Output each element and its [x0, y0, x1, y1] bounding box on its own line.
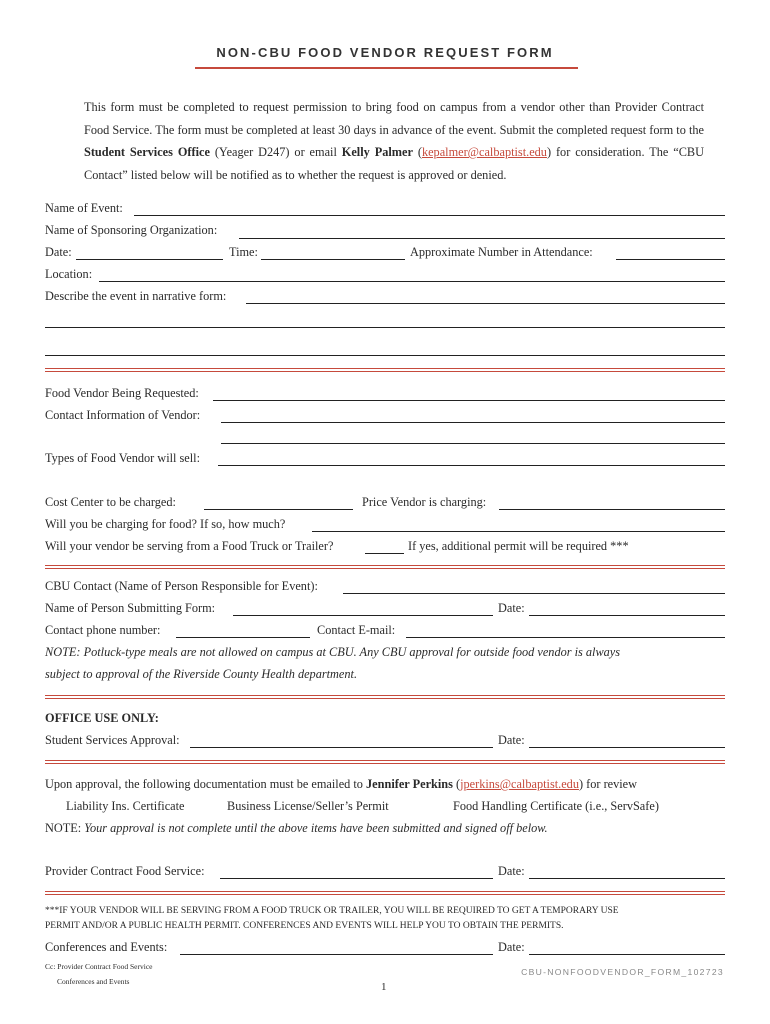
- label-submitter: Name of Person Submitting Form:: [45, 601, 216, 615]
- approval-text-pre: Upon approval, the following documentation must be emailed to: [45, 777, 367, 791]
- cc-provider: Cc: Provider Contract Food Service: [45, 962, 153, 971]
- field-price[interactable]: [499, 509, 725, 510]
- page-number: 1: [381, 981, 387, 993]
- intro-text-1: This form must be completed to request permission to bring food on campus from a vendor other than Provider Contract Food Service. The form must be completed at least 30 days in advance of the event. Submit the completed request form to the: [84, 100, 704, 137]
- field-cbu-contact[interactable]: [343, 593, 725, 594]
- label-cost-center: Cost Center to be charged:: [45, 495, 176, 509]
- field-vendor-contact-1[interactable]: [221, 422, 725, 423]
- approval-documentation-text: [45, 777, 637, 792]
- label-conferences-date: Date:: [498, 940, 525, 954]
- intro-text-3: (: [412, 145, 422, 159]
- field-phone[interactable]: [176, 637, 310, 638]
- cc-conferences: Conferences and Events: [57, 977, 130, 986]
- field-food-truck[interactable]: [365, 553, 404, 554]
- doc-liability: Liability Ins. Certificate: [66, 799, 185, 813]
- field-conferences-date[interactable]: [529, 954, 725, 955]
- form-code: CBU-NONFOODVENDOR_FORM_102723: [521, 967, 724, 977]
- intro-text-2: (Yeager D247) or email: [209, 145, 342, 159]
- field-vendor-contact-2[interactable]: [221, 443, 725, 444]
- field-food-types[interactable]: [218, 465, 725, 466]
- intro-email-link[interactable]: kepalmer@calbaptist.edu: [421, 145, 547, 159]
- field-student-services-approval[interactable]: [190, 747, 493, 748]
- doc-food-handling: Food Handling Certificate (i.e., ServSafe): [453, 799, 659, 813]
- field-cost-center[interactable]: [204, 509, 353, 510]
- field-approval-date[interactable]: [529, 747, 725, 748]
- field-attendance[interactable]: [616, 259, 725, 260]
- field-name-of-event[interactable]: [134, 215, 725, 216]
- label-phone: Contact phone number:: [45, 623, 161, 637]
- field-narrative-3[interactable]: [45, 355, 725, 356]
- label-food-truck: Will your vendor be serving from a Food Truck or Trailer?: [45, 539, 334, 553]
- section-divider: [45, 695, 725, 699]
- label-narrative: Describe the event in narrative form:: [45, 289, 227, 303]
- section-divider: [45, 368, 725, 372]
- approval-name: Jennifer Perkins: [366, 777, 453, 791]
- intro-text-4: ) for consideration. The “CBU Contact” listed below will be notified as to whether the request is approved or denied.: [84, 145, 704, 182]
- field-narrative-2[interactable]: [45, 327, 725, 328]
- section-divider: [45, 891, 725, 895]
- label-submit-date: Date:: [498, 601, 525, 615]
- field-conferences[interactable]: [180, 954, 493, 955]
- label-email: Contact E-mail:: [317, 623, 396, 637]
- label-provider-date: Date:: [498, 864, 525, 878]
- label-vendor-requested: Food Vendor Being Requested:: [45, 386, 199, 400]
- field-time[interactable]: [261, 259, 405, 260]
- potluck-note-line-1: NOTE: Potluck-type meals are not allowed on campus at CBU. Any CBU approval for outside food vendor is always: [45, 645, 621, 659]
- label-time: Time:: [229, 245, 258, 259]
- field-provider-date[interactable]: [529, 878, 725, 879]
- field-date[interactable]: [76, 259, 223, 260]
- label-charging: Will you be charging for food? If so, how much?: [45, 517, 286, 531]
- field-vendor-requested[interactable]: [213, 400, 725, 401]
- label-vendor-contact: Contact Information of Vendor:: [45, 408, 201, 422]
- field-sponsoring-org[interactable]: [239, 238, 725, 239]
- potluck-note-line-2: subject to approval of the Riverside County Health department.: [45, 667, 358, 681]
- intro-paragraph: [84, 96, 704, 186]
- label-location: Location:: [45, 267, 93, 281]
- approval-note: [45, 821, 548, 836]
- label-name-of-event: Name of Event:: [45, 201, 123, 215]
- field-email[interactable]: [406, 637, 725, 638]
- intro-contact-name: Kelly Palmer: [341, 145, 413, 159]
- label-date: Date:: [45, 245, 72, 259]
- label-food-types: Types of Food Vendor will sell:: [45, 451, 201, 465]
- permit-notice-line-2: PERMIT AND/OR A PUBLIC HEALTH PERMIT. CONFERENCES AND EVENTS WILL HELP YOU TO OBTAIN THE PERMITS.: [45, 921, 564, 931]
- field-narrative-1[interactable]: [246, 303, 725, 304]
- label-approval-date: Date:: [498, 733, 525, 747]
- label-sponsoring-org: Name of Sponsoring Organization:: [45, 223, 218, 237]
- approval-text-post: ) for review: [578, 777, 638, 791]
- label-provider-contract: Provider Contract Food Service:: [45, 864, 205, 878]
- section-divider: [45, 760, 725, 764]
- office-use-heading: OFFICE USE ONLY:: [45, 711, 159, 725]
- label-cbu-contact: CBU Contact (Name of Person Responsible for Event):: [45, 579, 318, 593]
- label-attendance: Approximate Number in Attendance:: [410, 245, 593, 259]
- field-location[interactable]: [99, 281, 725, 282]
- label-student-services-approval: Student Services Approval:: [45, 733, 180, 747]
- title-underline: [195, 67, 578, 69]
- field-charging[interactable]: [312, 531, 725, 532]
- intro-office: Student Services Office: [84, 145, 210, 159]
- field-provider-contract[interactable]: [220, 878, 493, 879]
- approval-note-label: NOTE:: [45, 821, 85, 835]
- label-price: Price Vendor is charging:: [362, 495, 487, 509]
- doc-business-license: Business License/Seller’s Permit: [227, 799, 389, 813]
- label-conferences: Conferences and Events:: [45, 940, 168, 954]
- approval-email-link[interactable]: jperkins@calbaptist.edu: [460, 777, 579, 791]
- approval-note-text: Your approval is not complete until the above items have been submitted and signed off below.: [84, 821, 548, 835]
- food-truck-note: If yes, additional permit will be required ***: [408, 539, 629, 553]
- approval-email-pre: (: [452, 777, 461, 791]
- form-title: NON-CBU FOOD VENDOR REQUEST FORM: [216, 45, 554, 60]
- field-submit-date[interactable]: [529, 615, 725, 616]
- field-submitter[interactable]: [233, 615, 493, 616]
- section-divider: [45, 565, 725, 569]
- permit-notice-line-1: ***IF YOUR VENDOR WILL BE SERVING FROM A FOOD TRUCK OR TRAILER, YOU WILL BE REQUIRED TO GET A TEMPORARY USE: [45, 906, 619, 916]
